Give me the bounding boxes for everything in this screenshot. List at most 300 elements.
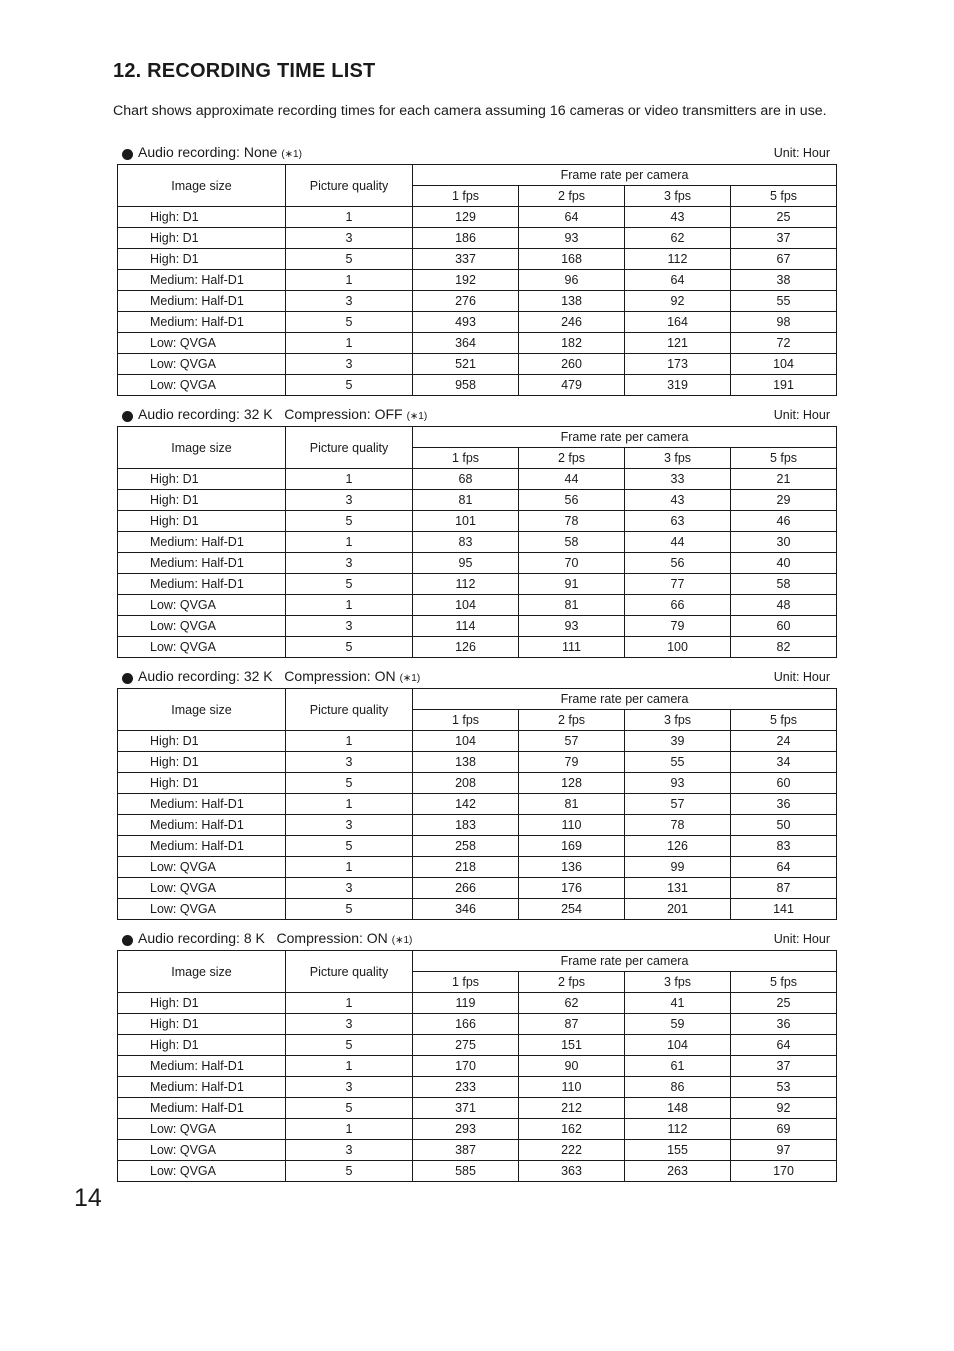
cell-hours: 293 <box>413 1119 519 1140</box>
cell-hours: 66 <box>625 595 731 616</box>
cell-hours: 81 <box>519 794 625 815</box>
cell-image-size: Medium: Half-D1 <box>118 794 286 815</box>
cell-hours: 212 <box>519 1098 625 1119</box>
cell-image-size: Medium: Half-D1 <box>118 270 286 291</box>
cell-picture-quality: 5 <box>286 312 413 333</box>
cell-hours: 95 <box>413 553 519 574</box>
cell-hours: 62 <box>519 993 625 1014</box>
cell-hours: 83 <box>731 836 837 857</box>
section-header <box>117 668 836 688</box>
cell-hours: 99 <box>625 857 731 878</box>
cell-hours: 104 <box>413 595 519 616</box>
footnote-ref: (∗1) <box>391 935 413 946</box>
cell-image-size: Low: QVGA <box>118 354 286 375</box>
cell-hours: 104 <box>413 731 519 752</box>
header-frame-rate: Frame rate per camera <box>413 689 837 710</box>
page-heading: 12. RECORDING TIME LIST <box>113 60 376 82</box>
cell-picture-quality: 3 <box>286 1077 413 1098</box>
cell-image-size: Low: QVGA <box>118 333 286 354</box>
section-title <box>138 930 412 946</box>
cell-picture-quality: 5 <box>286 249 413 270</box>
recording-time-table <box>117 164 837 396</box>
table-row <box>118 532 837 553</box>
cell-image-size: Low: QVGA <box>118 1140 286 1161</box>
cell-hours: 82 <box>731 637 837 658</box>
cell-hours: 275 <box>413 1035 519 1056</box>
cell-hours: 58 <box>519 532 625 553</box>
header-picture-quality: Picture quality <box>286 689 413 731</box>
bullet-icon <box>122 673 133 684</box>
cell-hours: 90 <box>519 1056 625 1077</box>
cell-hours: 46 <box>731 511 837 532</box>
page-number: 14 <box>74 1184 102 1212</box>
cell-hours: 222 <box>519 1140 625 1161</box>
cell-picture-quality: 5 <box>286 836 413 857</box>
cell-hours: 114 <box>413 616 519 637</box>
cell-picture-quality: 1 <box>286 207 413 228</box>
cell-picture-quality: 5 <box>286 773 413 794</box>
cell-hours: 77 <box>625 574 731 595</box>
cell-hours: 138 <box>519 291 625 312</box>
cell-image-size: High: D1 <box>118 249 286 270</box>
cell-hours: 25 <box>731 993 837 1014</box>
cell-hours: 37 <box>731 228 837 249</box>
table-row <box>118 375 837 396</box>
cell-image-size: High: D1 <box>118 490 286 511</box>
footnote-ref: (∗1) <box>281 149 302 160</box>
cell-hours: 55 <box>731 291 837 312</box>
cell-image-size: Medium: Half-D1 <box>118 312 286 333</box>
header-fps: 2 fps <box>519 710 625 731</box>
cell-hours: 56 <box>519 490 625 511</box>
table-row <box>118 857 837 878</box>
cell-image-size: Medium: Half-D1 <box>118 291 286 312</box>
section-header <box>117 406 836 426</box>
cell-hours: 128 <box>519 773 625 794</box>
table-row <box>118 1140 837 1161</box>
cell-hours: 70 <box>519 553 625 574</box>
cell-hours: 142 <box>413 794 519 815</box>
cell-hours: 86 <box>625 1077 731 1098</box>
table-row <box>118 752 837 773</box>
cell-hours: 176 <box>519 878 625 899</box>
cell-image-size: Medium: Half-D1 <box>118 815 286 836</box>
cell-hours: 87 <box>519 1014 625 1035</box>
cell-hours: 93 <box>519 616 625 637</box>
cell-picture-quality: 1 <box>286 1056 413 1077</box>
cell-hours: 57 <box>519 731 625 752</box>
cell-hours: 246 <box>519 312 625 333</box>
cell-image-size: Low: QVGA <box>118 637 286 658</box>
cell-hours: 38 <box>731 270 837 291</box>
cell-hours: 387 <box>413 1140 519 1161</box>
cell-hours: 40 <box>731 553 837 574</box>
cell-image-size: Medium: Half-D1 <box>118 1056 286 1077</box>
cell-hours: 346 <box>413 899 519 920</box>
header-fps: 1 fps <box>413 710 519 731</box>
table-row <box>118 1098 837 1119</box>
cell-picture-quality: 3 <box>286 815 413 836</box>
section-header <box>117 144 836 164</box>
table-row <box>118 815 837 836</box>
cell-picture-quality: 3 <box>286 354 413 375</box>
header-fps: 1 fps <box>413 448 519 469</box>
header-fps: 3 fps <box>625 448 731 469</box>
cell-image-size: High: D1 <box>118 773 286 794</box>
bullet-icon <box>122 149 133 160</box>
unit-label: Unit: Hour <box>773 408 830 422</box>
cell-picture-quality: 1 <box>286 1119 413 1140</box>
table-row <box>118 899 837 920</box>
cell-hours: 91 <box>519 574 625 595</box>
cell-hours: 100 <box>625 637 731 658</box>
header-fps: 2 fps <box>519 448 625 469</box>
cell-image-size: High: D1 <box>118 207 286 228</box>
cell-hours: 276 <box>413 291 519 312</box>
header-frame-rate: Frame rate per camera <box>413 427 837 448</box>
header-image-size: Image size <box>118 951 286 993</box>
cell-hours: 81 <box>413 490 519 511</box>
cell-picture-quality: 5 <box>286 511 413 532</box>
cell-hours: 260 <box>519 354 625 375</box>
table-row <box>118 1035 837 1056</box>
cell-hours: 67 <box>731 249 837 270</box>
table-row <box>118 354 837 375</box>
cell-picture-quality: 3 <box>286 228 413 249</box>
table-row <box>118 228 837 249</box>
cell-hours: 186 <box>413 228 519 249</box>
cell-picture-quality: 1 <box>286 469 413 490</box>
table-row <box>118 595 837 616</box>
cell-picture-quality: 3 <box>286 1140 413 1161</box>
cell-hours: 479 <box>519 375 625 396</box>
header-fps: 3 fps <box>625 972 731 993</box>
cell-hours: 112 <box>625 249 731 270</box>
header-fps: 1 fps <box>413 186 519 207</box>
table-row <box>118 312 837 333</box>
cell-hours: 170 <box>413 1056 519 1077</box>
section-title-text: Audio recording: 32 K Compression: ON <box>138 668 396 684</box>
cell-image-size: Low: QVGA <box>118 616 286 637</box>
cell-hours: 62 <box>625 228 731 249</box>
cell-hours: 50 <box>731 815 837 836</box>
table-row <box>118 1014 837 1035</box>
cell-picture-quality: 1 <box>286 794 413 815</box>
cell-hours: 61 <box>625 1056 731 1077</box>
cell-hours: 129 <box>413 207 519 228</box>
table-row <box>118 1119 837 1140</box>
cell-hours: 371 <box>413 1098 519 1119</box>
section-header <box>117 930 836 950</box>
cell-hours: 233 <box>413 1077 519 1098</box>
cell-picture-quality: 3 <box>286 553 413 574</box>
cell-image-size: High: D1 <box>118 752 286 773</box>
cell-hours: 151 <box>519 1035 625 1056</box>
cell-picture-quality: 3 <box>286 878 413 899</box>
footnote-ref: (∗1) <box>406 411 428 422</box>
cell-hours: 191 <box>731 375 837 396</box>
cell-hours: 96 <box>519 270 625 291</box>
cell-picture-quality: 3 <box>286 291 413 312</box>
cell-hours: 958 <box>413 375 519 396</box>
cell-picture-quality: 1 <box>286 595 413 616</box>
cell-image-size: High: D1 <box>118 228 286 249</box>
cell-picture-quality: 3 <box>286 752 413 773</box>
cell-image-size: Low: QVGA <box>118 595 286 616</box>
header-fps: 2 fps <box>519 186 625 207</box>
table-row <box>118 469 837 490</box>
cell-hours: 218 <box>413 857 519 878</box>
cell-hours: 64 <box>731 857 837 878</box>
cell-hours: 59 <box>625 1014 731 1035</box>
cell-image-size: High: D1 <box>118 469 286 490</box>
cell-hours: 64 <box>625 270 731 291</box>
cell-hours: 263 <box>625 1161 731 1182</box>
header-fps: 2 fps <box>519 972 625 993</box>
cell-image-size: High: D1 <box>118 1035 286 1056</box>
cell-picture-quality: 5 <box>286 375 413 396</box>
cell-picture-quality: 3 <box>286 1014 413 1035</box>
cell-hours: 521 <box>413 354 519 375</box>
bullet-icon <box>122 411 133 422</box>
unit-label: Unit: Hour <box>773 146 830 160</box>
cell-hours: 110 <box>519 815 625 836</box>
cell-hours: 64 <box>519 207 625 228</box>
cell-hours: 43 <box>625 207 731 228</box>
cell-hours: 21 <box>731 469 837 490</box>
cell-hours: 126 <box>413 637 519 658</box>
cell-image-size: High: D1 <box>118 1014 286 1035</box>
cell-hours: 93 <box>625 773 731 794</box>
cell-picture-quality: 5 <box>286 1035 413 1056</box>
cell-hours: 173 <box>625 354 731 375</box>
cell-image-size: Low: QVGA <box>118 878 286 899</box>
cell-image-size: Medium: Half-D1 <box>118 553 286 574</box>
table-row <box>118 878 837 899</box>
cell-hours: 69 <box>731 1119 837 1140</box>
cell-image-size: Low: QVGA <box>118 1119 286 1140</box>
cell-hours: 87 <box>731 878 837 899</box>
cell-hours: 43 <box>625 490 731 511</box>
cell-hours: 101 <box>413 511 519 532</box>
cell-image-size: Medium: Half-D1 <box>118 1077 286 1098</box>
table-row <box>118 490 837 511</box>
cell-hours: 319 <box>625 375 731 396</box>
unit-label: Unit: Hour <box>773 670 830 684</box>
cell-hours: 131 <box>625 878 731 899</box>
recording-section <box>117 930 836 1182</box>
table-row <box>118 773 837 794</box>
cell-picture-quality: 3 <box>286 490 413 511</box>
header-fps: 5 fps <box>731 710 837 731</box>
cell-picture-quality: 1 <box>286 532 413 553</box>
cell-hours: 155 <box>625 1140 731 1161</box>
cell-hours: 104 <box>625 1035 731 1056</box>
cell-hours: 44 <box>625 532 731 553</box>
cell-image-size: Medium: Half-D1 <box>118 1098 286 1119</box>
section-title <box>138 406 427 422</box>
cell-hours: 44 <box>519 469 625 490</box>
cell-image-size: Low: QVGA <box>118 1161 286 1182</box>
bullet-icon <box>122 935 133 946</box>
cell-hours: 364 <box>413 333 519 354</box>
cell-hours: 24 <box>731 731 837 752</box>
cell-picture-quality: 1 <box>286 731 413 752</box>
cell-hours: 63 <box>625 511 731 532</box>
cell-hours: 93 <box>519 228 625 249</box>
cell-picture-quality: 3 <box>286 616 413 637</box>
table-row <box>118 270 837 291</box>
cell-image-size: Low: QVGA <box>118 375 286 396</box>
cell-hours: 25 <box>731 207 837 228</box>
cell-image-size: Medium: Half-D1 <box>118 574 286 595</box>
header-fps: 1 fps <box>413 972 519 993</box>
cell-hours: 169 <box>519 836 625 857</box>
cell-hours: 138 <box>413 752 519 773</box>
cell-hours: 58 <box>731 574 837 595</box>
footnote-ref: (∗1) <box>399 673 421 684</box>
cell-hours: 166 <box>413 1014 519 1035</box>
cell-hours: 79 <box>519 752 625 773</box>
cell-hours: 78 <box>625 815 731 836</box>
intro-text: Chart shows approximate recording times for each camera assuming 16 cameras or video transmitters are in use. <box>113 103 827 119</box>
header-image-size: Image size <box>118 165 286 207</box>
cell-hours: 55 <box>625 752 731 773</box>
cell-hours: 60 <box>731 773 837 794</box>
cell-picture-quality: 5 <box>286 574 413 595</box>
table-row <box>118 1056 837 1077</box>
header-image-size: Image size <box>118 689 286 731</box>
section-title-text: Audio recording: 32 K Compression: OFF <box>138 406 403 422</box>
cell-hours: 201 <box>625 899 731 920</box>
section-title <box>138 668 420 684</box>
section-title-text: Audio recording: None <box>138 144 278 160</box>
unit-label: Unit: Hour <box>773 932 830 946</box>
cell-hours: 60 <box>731 616 837 637</box>
cell-image-size: Low: QVGA <box>118 899 286 920</box>
header-fps: 3 fps <box>625 710 731 731</box>
cell-hours: 41 <box>625 993 731 1014</box>
cell-image-size: Medium: Half-D1 <box>118 836 286 857</box>
recording-time-table <box>117 688 837 920</box>
cell-hours: 363 <box>519 1161 625 1182</box>
cell-hours: 266 <box>413 878 519 899</box>
header-picture-quality: Picture quality <box>286 427 413 469</box>
table-row <box>118 249 837 270</box>
cell-hours: 56 <box>625 553 731 574</box>
cell-hours: 36 <box>731 794 837 815</box>
recording-time-table <box>117 950 837 1182</box>
table-row <box>118 616 837 637</box>
cell-hours: 79 <box>625 616 731 637</box>
cell-image-size: High: D1 <box>118 511 286 532</box>
cell-image-size: Low: QVGA <box>118 857 286 878</box>
cell-picture-quality: 5 <box>286 637 413 658</box>
cell-hours: 170 <box>731 1161 837 1182</box>
cell-hours: 121 <box>625 333 731 354</box>
cell-hours: 192 <box>413 270 519 291</box>
cell-hours: 585 <box>413 1161 519 1182</box>
recording-section <box>117 144 836 396</box>
cell-hours: 258 <box>413 836 519 857</box>
cell-picture-quality: 5 <box>286 1098 413 1119</box>
cell-hours: 110 <box>519 1077 625 1098</box>
cell-hours: 182 <box>519 333 625 354</box>
cell-picture-quality: 1 <box>286 333 413 354</box>
recording-time-table <box>117 426 837 658</box>
cell-hours: 126 <box>625 836 731 857</box>
cell-hours: 148 <box>625 1098 731 1119</box>
table-row <box>118 333 837 354</box>
cell-hours: 72 <box>731 333 837 354</box>
cell-picture-quality: 1 <box>286 993 413 1014</box>
cell-hours: 141 <box>731 899 837 920</box>
cell-hours: 81 <box>519 595 625 616</box>
cell-hours: 39 <box>625 731 731 752</box>
cell-hours: 36 <box>731 1014 837 1035</box>
cell-hours: 337 <box>413 249 519 270</box>
cell-hours: 64 <box>731 1035 837 1056</box>
cell-hours: 83 <box>413 532 519 553</box>
table-row <box>118 836 837 857</box>
cell-hours: 104 <box>731 354 837 375</box>
header-picture-quality: Picture quality <box>286 165 413 207</box>
recording-section <box>117 406 836 658</box>
cell-hours: 254 <box>519 899 625 920</box>
cell-hours: 53 <box>731 1077 837 1098</box>
cell-hours: 183 <box>413 815 519 836</box>
header-image-size: Image size <box>118 427 286 469</box>
cell-hours: 92 <box>731 1098 837 1119</box>
cell-hours: 136 <box>519 857 625 878</box>
table-row <box>118 637 837 658</box>
cell-hours: 29 <box>731 490 837 511</box>
cell-hours: 78 <box>519 511 625 532</box>
table-row <box>118 1077 837 1098</box>
cell-hours: 97 <box>731 1140 837 1161</box>
cell-hours: 111 <box>519 637 625 658</box>
recording-section <box>117 668 836 920</box>
cell-image-size: High: D1 <box>118 993 286 1014</box>
table-row <box>118 731 837 752</box>
cell-image-size: Medium: Half-D1 <box>118 532 286 553</box>
table-row <box>118 993 837 1014</box>
section-title <box>138 144 302 160</box>
cell-hours: 493 <box>413 312 519 333</box>
table-row <box>118 207 837 228</box>
cell-hours: 68 <box>413 469 519 490</box>
cell-picture-quality: 5 <box>286 1161 413 1182</box>
cell-hours: 112 <box>413 574 519 595</box>
table-row <box>118 574 837 595</box>
cell-hours: 33 <box>625 469 731 490</box>
table-row <box>118 553 837 574</box>
header-fps: 5 fps <box>731 186 837 207</box>
cell-hours: 119 <box>413 993 519 1014</box>
cell-hours: 34 <box>731 752 837 773</box>
header-fps: 3 fps <box>625 186 731 207</box>
header-fps: 5 fps <box>731 972 837 993</box>
header-picture-quality: Picture quality <box>286 951 413 993</box>
table-row <box>118 1161 837 1182</box>
cell-image-size: High: D1 <box>118 731 286 752</box>
cell-hours: 48 <box>731 595 837 616</box>
table-row <box>118 291 837 312</box>
cell-picture-quality: 1 <box>286 270 413 291</box>
header-frame-rate: Frame rate per camera <box>413 165 837 186</box>
cell-hours: 164 <box>625 312 731 333</box>
section-title-text: Audio recording: 8 K Compression: ON <box>138 930 388 946</box>
